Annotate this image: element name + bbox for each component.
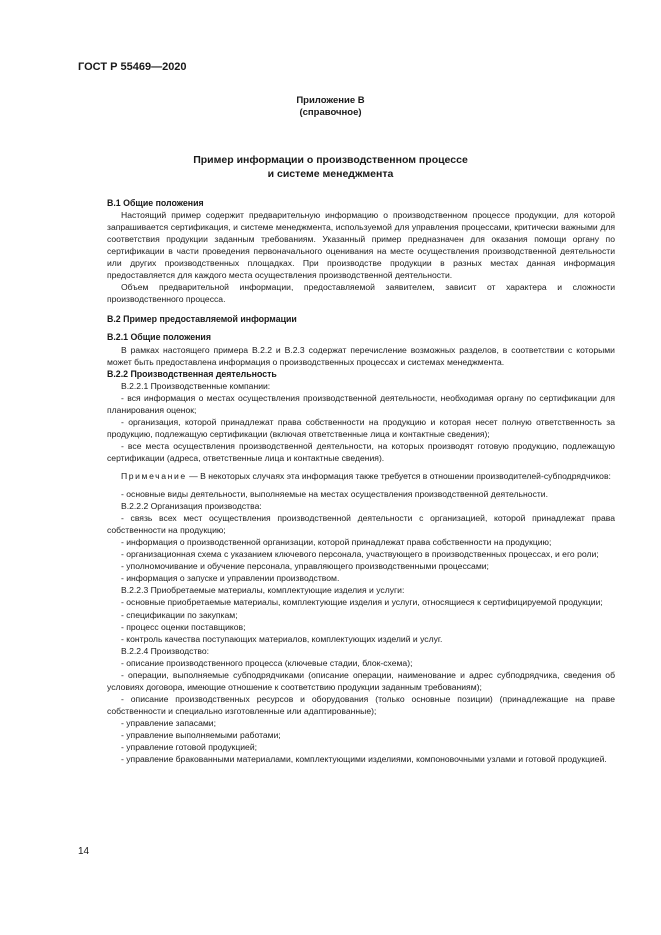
list-item: - вся информация о местах осуществления производственной деятельности, необходимая органу по сертификации для планирования оценок; xyxy=(107,392,615,415)
list-item: - операции, выполняемые субподрядчиками (описание операции, наименование и адрес субподрядчика, сведения об условиях договора, имеющие отношение к соответствию продукции заданным требованиям); xyxy=(107,669,615,692)
section-heading-b21: В.2.1 Общие положения xyxy=(107,332,211,343)
subsection-label: В.2.2.1 Производственные компании: xyxy=(121,380,271,391)
paragraph: В рамках настоящего примера В.2.2 и В.2.3 содержат перечисление возможных разделов, в соответствии с которыми может быть предоставлена информация о производственных процессах и системах менеджмента. xyxy=(107,344,615,367)
page-title-line-2: и системе менеджмента xyxy=(267,168,394,180)
list-item: - информация о производственной организации, которой принадлежат права собственности на продукцию; xyxy=(121,537,552,548)
list-item: - основные приобретаемые материалы, комплектующие изделия и услуги, относящиеся к сертифицируемой продукции; xyxy=(121,597,603,608)
list-item: - связь всех мест осуществления производственной деятельности с организацией, которой принадлежат права собственности на продукцию; xyxy=(107,513,615,536)
list-item: - описание производственных ресурсов и оборудования (только основные позиции) (принадлежащие на праве собственности и специально изготовленные или адаптированные); xyxy=(107,693,615,716)
document-body xyxy=(107,197,615,765)
list-item: - все места осуществления производственной деятельности, на которых производят готовую продукцию, подлежащую сертификации (адреса, ответственные лица и контактные сведения). xyxy=(107,440,615,463)
page-title-line-1: Пример информации о производственном процессе xyxy=(193,154,468,166)
note-paragraph xyxy=(107,470,615,482)
list-item: - управление бракованными материалами, комплектующими изделиями, компоновочными узлами и готовой продукцией. xyxy=(121,754,607,765)
list-item: - контроль качества поступающих материалов, комплектующих изделий и услуг. xyxy=(121,633,443,644)
list-item: - спецификации по закупкам; xyxy=(121,609,238,620)
list-item: - управление запасами; xyxy=(121,717,216,728)
page-number: 14 xyxy=(78,846,90,857)
list-item: - организация, которой принадлежат права собственности на продукцию и которая несет полную ответственность за продукцию, подлежащую сертификации (включая ответственные лица и контактные сведения); xyxy=(107,416,615,439)
list-item: - основные виды деятельности, выполняемые на местах осуществления производственной деятельности. xyxy=(121,489,548,500)
paragraph: Настоящий пример содержит предварительную информацию о производственном процессе продукции, для которой запрашивается сертификация, и системе менеджмента, используемой для управления процессами, критически важными для соответствия продукции заданным требованиям. Указанный пример предназначен для оказания помощи органу по сертификации в части проведения первоначального оценивания на месте осуществления производственной деятельности или других производственных площадках. При производстве продукции в разных местах данная информация предоставляется для каждого места осуществления производственной деятельности. xyxy=(107,210,615,281)
note-text: — В некоторых случаях эта информация также требуется в отношении производителей-субподрядчиков: xyxy=(186,470,611,481)
paragraph: Объем предварительной информации, предоставляемой заявителем, зависит от характера и сложности производственного процесса. xyxy=(107,282,615,305)
section-heading-b22: В.2.2 Производственная деятельность xyxy=(107,368,277,379)
appendix-type: (справочное) xyxy=(299,107,362,118)
section-heading-b1: В.1 Общие положения xyxy=(107,198,204,208)
subsection-label: В.2.2.3 Приобретаемые материалы, комплектующие изделия и услуги: xyxy=(121,585,405,596)
list-item: - организационная схема с указанием ключевого персонала, участвующего в производственных процессах, и его роли; xyxy=(121,549,599,560)
document-header: ГОСТ Р 55469—2020 xyxy=(78,61,187,73)
list-item: - уполномочивание и обучение персонала, управляющего производственными процессами; xyxy=(121,561,489,572)
list-item: - управление выполняемыми работами; xyxy=(121,729,281,740)
subsection-label: В.2.2.2 Организация производства: xyxy=(121,501,262,512)
list-item: - информация о запуске и управлении производством. xyxy=(121,573,340,584)
note-label: Примечание xyxy=(121,470,187,481)
section-heading-b2: В.2 Пример предоставляемой информации xyxy=(107,314,297,325)
appendix-label: Приложение В xyxy=(296,95,365,106)
list-item: - процесс оценки поставщиков; xyxy=(121,621,246,632)
list-item: - описание производственного процесса (ключевые стадии, блок-схема); xyxy=(121,657,413,668)
list-item: - управление готовой продукцией; xyxy=(121,742,258,753)
subsection-label: В.2.2.4 Производство: xyxy=(121,645,210,656)
